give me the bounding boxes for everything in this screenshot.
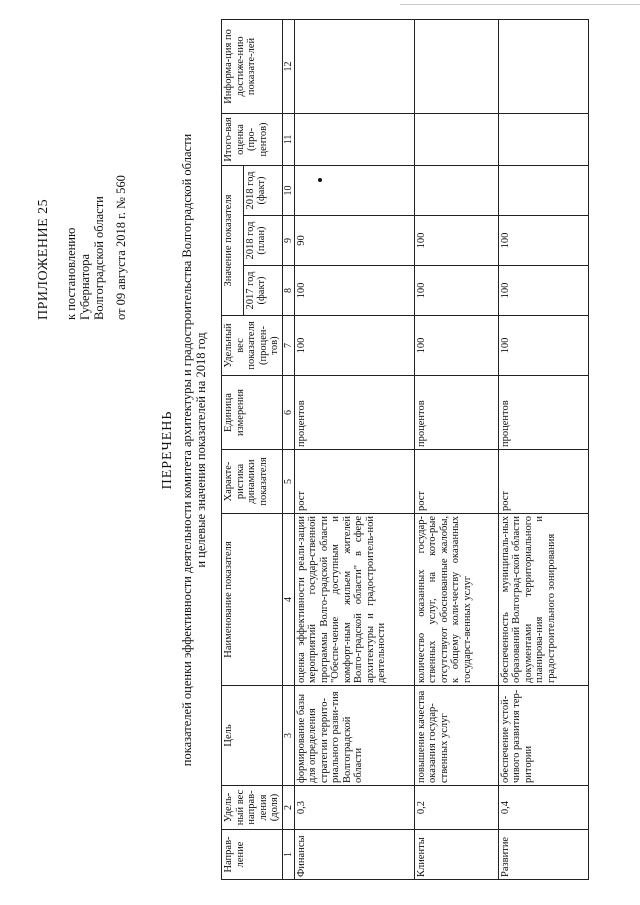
cell-fact-2018 — [414, 165, 498, 215]
subtitle-line-1: показателей оценки эффективности деятельности комитета архитектуры и градостроительства Волгоградской области — [180, 133, 194, 767]
header-direction: Направ-ление — [222, 830, 283, 880]
cell-weight: 0,4 — [498, 786, 588, 830]
cell-fact-2017: 100 — [414, 266, 498, 316]
table-row — [498, 19, 588, 879]
col-number: 10 — [282, 165, 294, 215]
header-indicator-weight: Удельный вес показателя (процен-тов) — [222, 316, 283, 376]
header-fact-2018: 2018 год (факт) — [243, 165, 282, 215]
header-weight: Удель-ный вес направ-ления (доля) — [222, 786, 283, 830]
col-number: 5 — [282, 450, 294, 514]
cell-indicator: оценка эффективности реали-зации мероприятий государ-ственной программы Волго-градской области "Обеспе-чение доступным и комфорт-ным жильем жителей Волго-градской области" в сфере архитектуры и градостроитель-ной деятельности — [294, 514, 414, 686]
indicators-table — [221, 19, 589, 880]
col-number: 1 — [282, 830, 294, 880]
cell-indicator-weight: 100 — [414, 316, 498, 376]
annex-label: ПРИЛОЖЕНИЕ 25 — [36, 198, 51, 320]
cell-fact-2018 — [294, 165, 414, 215]
cell-goal: обеспечение устой-чивого развития тер-ритории — [498, 686, 588, 786]
cell-fact-2017: 100 — [498, 266, 588, 316]
cell-unit: процентов — [294, 376, 414, 450]
col-number: 6 — [282, 376, 294, 450]
table-row — [294, 19, 414, 879]
subtitle-line-2: и целевые значения показателей на 2018 год — [194, 332, 208, 568]
cell-dynamics: рост — [498, 450, 588, 514]
col-number: 12 — [282, 19, 294, 113]
cell-weight: 0,3 — [294, 786, 414, 830]
cell-direction: Клиенты — [414, 830, 498, 880]
cell-total — [294, 113, 414, 165]
header-unit: Единица измерения — [222, 376, 283, 450]
cell-total — [414, 113, 498, 165]
cell-info — [294, 19, 414, 113]
col-number: 8 — [282, 266, 294, 316]
cell-indicator: обеспеченность муниципаль-ных образований Волгоград-ской области документами территориального планирова-ния и градостроительного зонирования — [498, 514, 588, 686]
col-number: 2 — [282, 786, 294, 830]
cell-weight: 0,2 — [414, 786, 498, 830]
col-number: 7 — [282, 316, 294, 376]
cell-fact-2017: 100 — [294, 266, 414, 316]
header-fact-2017: 2017 год (факт) — [243, 266, 282, 316]
cell-info — [498, 19, 588, 113]
document-subtitle — [180, 20, 208, 880]
cell-direction: Развитие — [498, 830, 588, 880]
cell-indicator-weight: 100 — [498, 316, 588, 376]
header-dynamics: Характе-ристика динамики показателя — [222, 450, 283, 514]
cell-plan-2018: 100 — [498, 216, 588, 266]
table-row — [414, 19, 498, 879]
decree-line-2: Губернатора — [78, 253, 92, 320]
col-number: 4 — [282, 514, 294, 686]
header-plan-2018: 2018 год (план) — [243, 216, 282, 266]
header-goal: Цель — [222, 686, 283, 786]
decree-date: от 09 августа 2018 г. № 560 — [114, 175, 128, 320]
cell-dynamics: рост — [414, 450, 498, 514]
decree-line-1: к постановлению — [64, 227, 78, 320]
cell-plan-2018: 100 — [414, 216, 498, 266]
cell-dynamics: рост — [294, 450, 414, 514]
col-number: 11 — [282, 113, 294, 165]
document-title: ПЕРЕЧЕНЬ — [160, 410, 175, 490]
header-value-group: Значение показателя — [222, 165, 244, 315]
header-info: Информа-ция по достиже-нию показате-лей — [222, 19, 283, 113]
cell-indicator-weight: 100 — [294, 316, 414, 376]
column-numbers-row — [282, 19, 294, 879]
cell-fact-2018 — [498, 165, 588, 215]
scan-edge-line — [400, 4, 640, 5]
decree-line-3: Волгоградской области — [92, 196, 106, 320]
cell-unit: процентов — [414, 376, 498, 450]
cell-indicator: количество оказанных государ-ственных услуг, на кото-рые отсутствуют обоснованные жалобы, к общему коли-честву оказанных государст-венных услуг — [414, 514, 498, 686]
cell-unit: процентов — [498, 376, 588, 450]
cell-plan-2018: 90 — [294, 216, 414, 266]
cell-goal: повышение качества оказания государ-ственных услуг — [414, 686, 498, 786]
cell-direction: Финансы — [294, 830, 414, 880]
cell-goal: формирование базы для определения стратегии террито-риального разви-тия Волгоградской области — [294, 686, 414, 786]
header-indicator: Наименование показателя — [222, 514, 283, 686]
cell-info — [414, 19, 498, 113]
cell-total — [498, 113, 588, 165]
rotated-page — [20, 20, 620, 880]
col-number: 9 — [282, 216, 294, 266]
header-row-1 — [222, 19, 244, 879]
header-total: Итого-вая оценка (про-центов) — [222, 113, 283, 165]
decree-reference — [64, 196, 106, 320]
col-number: 3 — [282, 686, 294, 786]
